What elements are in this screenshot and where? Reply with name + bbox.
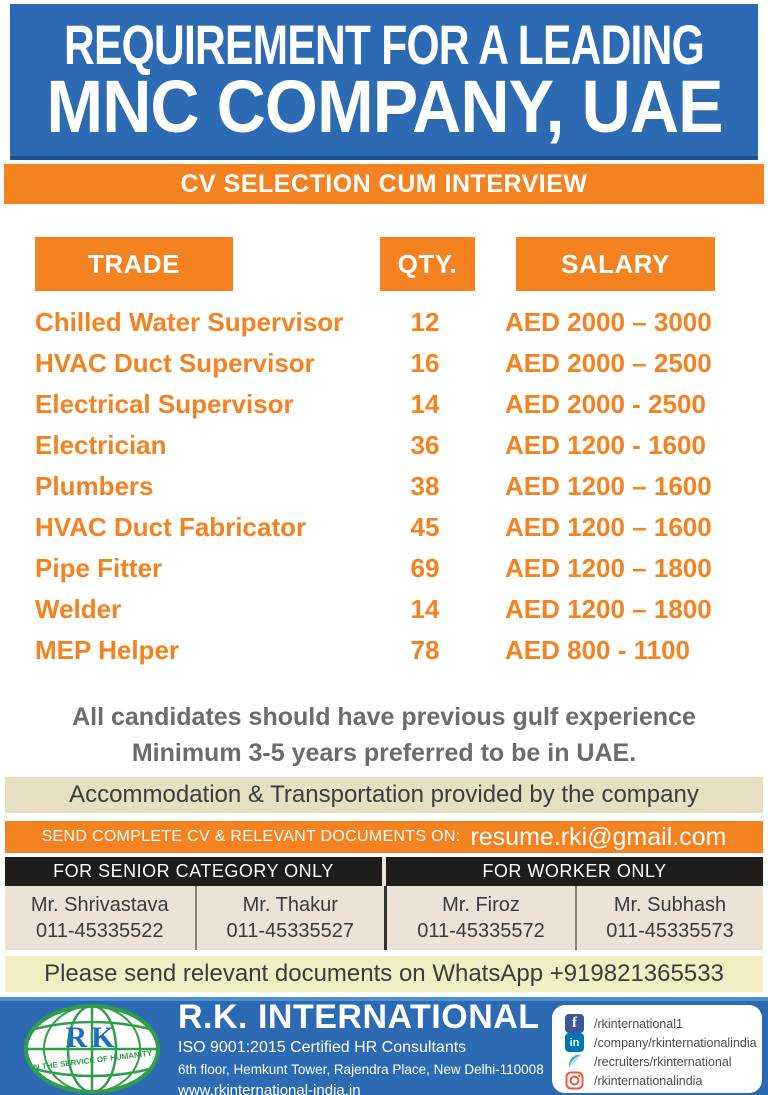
send-cv-label: SEND COMPLETE CV & RELEVANT DOCUMENTS ON:: [41, 828, 461, 845]
contact-card: [575, 886, 763, 950]
salary-cell: AED 2000 – 2500: [505, 348, 712, 378]
trade-cell: Welder: [35, 594, 122, 624]
salary-cell: AED 1200 – 1600: [505, 512, 712, 542]
instagram-icon: [565, 1071, 584, 1090]
contact-name: Mr. Thakur: [242, 894, 338, 916]
table-row: [35, 384, 715, 425]
salary-cell: AED 2000 - 2500: [505, 389, 706, 419]
contact-name: Mr. Subhash: [613, 894, 727, 916]
company-logo: [22, 1003, 162, 1095]
footer: [0, 997, 768, 1095]
worker-contacts: [384, 886, 763, 950]
contacts-section: [5, 857, 763, 950]
trade-cell: HVAC Duct Fabricator: [35, 512, 307, 542]
table-row: [35, 548, 715, 589]
senior-category-section: [5, 857, 384, 950]
send-cv-banner: [5, 821, 763, 853]
contact-card: [195, 886, 385, 950]
contact-phone[interactable]: 011-45335572: [417, 920, 545, 942]
salary-cell: AED 1200 - 1600: [505, 430, 706, 460]
qty-cell: 38: [410, 471, 440, 501]
table-row: [35, 589, 715, 630]
trade-table-body: [35, 302, 715, 671]
globe-logo-icon: [22, 1003, 162, 1095]
facebook-icon: f: [565, 1014, 584, 1033]
trade-cell: Electrician: [35, 430, 167, 460]
linkedin-icon: in: [565, 1033, 584, 1052]
qty-cell: 45: [410, 512, 440, 542]
trade-cell: Electrical Supervisor: [35, 389, 294, 419]
contact-phone[interactable]: 011-45335522: [35, 920, 164, 942]
trade-table: [0, 237, 768, 671]
header-line2: MNC COMPANY, UAE: [45, 65, 723, 148]
salary-cell: AED 800 - 1100: [505, 635, 691, 665]
experience-note-line2: Minimum 3-5 years preferred to be in UAE.: [131, 739, 637, 767]
social-handle: /rkinternationalindia: [594, 1073, 703, 1088]
table-row: [35, 302, 715, 343]
salary-cell: AED 1200 – 1600: [505, 471, 712, 501]
table-row: [35, 630, 715, 671]
qty-cell: 14: [410, 389, 440, 419]
contact-card: [5, 886, 195, 950]
whatsapp-banner[interactable]: Please send relevant documents on WhatsApp +919821365533: [5, 956, 763, 992]
company-website[interactable]: www.rkinternational-india.in: [178, 1082, 361, 1095]
trade-cell: Chilled Water Supervisor: [35, 307, 344, 337]
worker-category-section: [384, 857, 763, 950]
table-row: [35, 343, 715, 384]
company-address: 6th floor, Hemkunt Tower, Rajendra Place, New Delhi-110008: [178, 1062, 544, 1077]
logo-initials: RK: [65, 1021, 119, 1054]
table-row: [35, 466, 715, 507]
contact-phone[interactable]: 011-45335573: [606, 920, 734, 942]
contact-name: Mr. Shrivastava: [30, 894, 169, 916]
senior-category-title: FOR SENIOR CATEGORY ONLY: [5, 857, 382, 886]
salary-cell: AED 1200 – 1800: [505, 594, 712, 624]
trade-cell: Plumbers: [35, 471, 154, 501]
header-line1: REQUIREMENT FOR A LEADING: [64, 13, 704, 76]
accommodation-banner: Accommodation & Transportation provided by the company: [5, 777, 763, 813]
experience-note-line1: All candidates should have previous gulf experience: [72, 703, 696, 731]
trade-cell: MEP Helper: [35, 635, 180, 665]
company-name: R.K. INTERNATIONAL: [178, 998, 540, 1036]
logo-motto: IN THE SERVICE OF HUMANITY: [31, 1048, 153, 1073]
qty-cell: 78: [410, 635, 440, 665]
trade-cell: HVAC Duct Supervisor: [35, 348, 315, 378]
column-header-salary: SALARY: [516, 237, 715, 291]
social-handle: /company/rkinternationalindia: [594, 1035, 757, 1050]
salary-cell: AED 1200 – 1800: [505, 553, 712, 583]
qty-cell: 14: [410, 594, 440, 624]
worker-category-title: FOR WORKER ONLY: [386, 857, 763, 886]
social-link-facebook[interactable]: [565, 1014, 754, 1033]
social-handle: /rkinternational1: [594, 1016, 683, 1031]
company-tagline: ISO 9001:2015 Certified HR Consultants: [178, 1039, 467, 1056]
qty-cell: 69: [410, 553, 440, 583]
footer-company-info: [178, 999, 544, 1095]
trade-cell: Pipe Fitter: [35, 553, 163, 583]
table-row: [35, 507, 715, 548]
header-banner: [10, 4, 758, 160]
social-link-recruiters[interactable]: [565, 1052, 754, 1071]
salary-cell: AED 2000 – 3000: [505, 307, 712, 337]
experience-note: [0, 699, 768, 771]
qty-cell: 16: [410, 348, 440, 378]
senior-contacts: [5, 886, 384, 950]
social-handle: /recruiters/rkinternational: [594, 1054, 732, 1069]
contact-phone[interactable]: 011-45335527: [226, 920, 355, 942]
cv-selection-banner: CV SELECTION CUM INTERVIEW: [4, 164, 764, 204]
column-header-qty: QTY.: [380, 237, 475, 291]
social-link-linkedin[interactable]: [565, 1033, 757, 1052]
qty-cell: 12: [410, 307, 440, 337]
table-row: [35, 425, 715, 466]
column-header-trade: TRADE: [35, 237, 233, 291]
trade-table-header: [35, 237, 715, 291]
contact-card: [387, 886, 575, 950]
contact-name: Mr. Firoz: [442, 894, 520, 916]
cv-email-address[interactable]: resume.rki@gmail.com: [470, 822, 727, 851]
recruiter-bird-icon: [565, 1052, 584, 1071]
qty-cell: 36: [410, 430, 440, 460]
social-links-box: [552, 1005, 762, 1093]
social-link-instagram[interactable]: [565, 1071, 754, 1090]
